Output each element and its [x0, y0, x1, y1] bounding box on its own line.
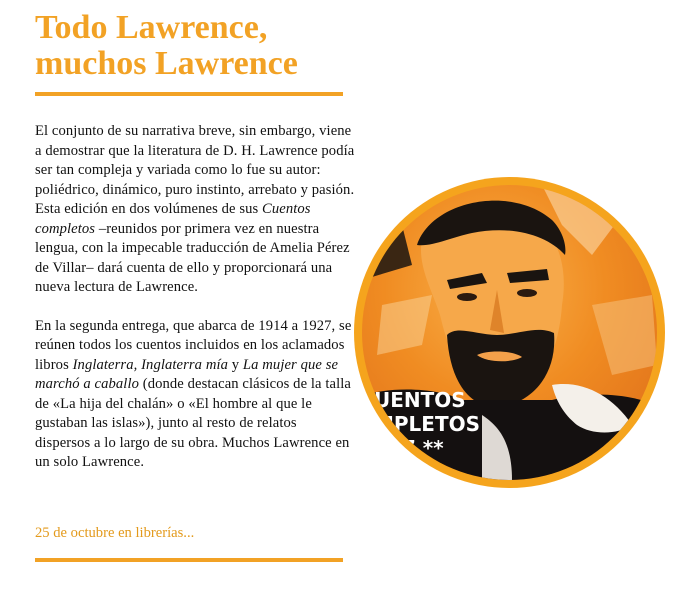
cover-illustration — [362, 185, 657, 480]
book-cover-image — [362, 185, 657, 480]
paragraph-1-text: El conjunto de su narrativa breve, sin embargo, viene a demostrar que la literatura de D. H. Lawrence podía ser tan compleja y variada como lo fue su autor: poliédrico, dinámico, puro instinto, arrebato y pasión. — [35, 123, 355, 198]
paragraph-3-text-b: y — [228, 356, 243, 373]
title-line-1: Todo Lawrence, — [35, 9, 268, 46]
cover-title-line-3: 927 ** — [374, 436, 444, 460]
paragraph-2 — [35, 200, 355, 298]
cover-title-line-2: MPLETOS — [374, 412, 481, 436]
paragraph-3-text-a: En la segunda entrega, que abarca de 1914 a 1927, se reúnen todos los cuentos incluidos en los aclamados libros — [35, 317, 352, 373]
paragraph-3-text-c: (donde destacan clásicos de la talla de «La hija del chalán» o «El hombre al que le gustaban las islas»), junto al resto de relatos dispersos a lo largo de su obra. Muchos Lawrence en un solo Lawrence. — [35, 376, 351, 470]
paragraph-3-italic-2: La mujer que se marchó a caballo — [35, 356, 339, 392]
cover-title-line-1: UENTOS — [374, 388, 466, 412]
title-line-2: muchos Lawrence — [35, 45, 298, 82]
paragraph-2-italic: Cuentos completos — [35, 201, 311, 237]
bottom-divider — [35, 558, 343, 562]
release-date-note: 25 de octubre en librerías... — [35, 525, 195, 541]
paragraph-2-text-a: Esta edición en dos volúmenes de sus — [35, 201, 263, 217]
paragraph-3-italic-1: Inglaterra, Inglaterra mía — [72, 356, 229, 373]
paragraph-3 — [35, 317, 355, 473]
paragraph-2-text-b: –reunidos por primera vez en nuestra lengua, con la impecable traducción de Amelia Pérez de Villar– dará cuenta de ello y proporcionará una nueva lectura de Lawrence. — [35, 220, 350, 295]
book-cover-circle — [354, 177, 665, 488]
paragraph-1 — [35, 122, 355, 200]
page-title — [35, 10, 298, 82]
article-body — [35, 122, 355, 473]
top-divider — [35, 92, 343, 96]
